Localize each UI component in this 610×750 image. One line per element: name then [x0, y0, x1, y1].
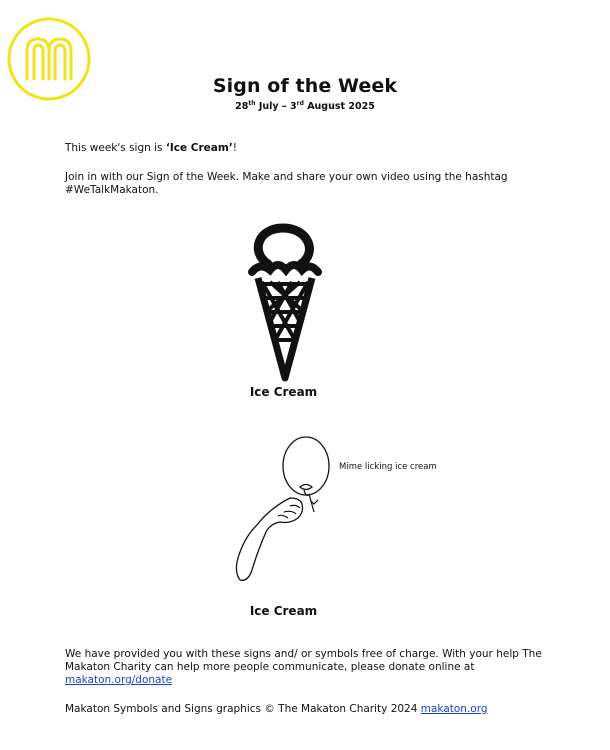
join-text: Join in with our Sign of the Week. Make and share your own video using the hashtag #WeTalkMakaton.	[65, 171, 508, 196]
ice-cream-sign-icon	[230, 432, 340, 587]
ice-cream-symbol-icon	[246, 222, 324, 384]
symbol-caption: Ice Cream	[249, 385, 318, 399]
sign-instruction: Mime licking ice cream	[339, 462, 437, 472]
date-range: 28th July – 3rd August 2025	[235, 100, 375, 113]
page-title: Sign of the Week	[212, 75, 398, 97]
copyright-line: Makaton Symbols and Signs graphics © The Makaton Charity 2024 makaton.org	[65, 703, 488, 715]
donate-link[interactable]: makaton.org/donate	[65, 674, 173, 686]
sign-intro: This week's sign is ‘Ice Cream’!	[65, 142, 237, 154]
donate-paragraph: We have provided you with these signs and/ or symbols free of charge. With your help The Makaton Charity can help more people communicate, please donate online at makaton.org/donate	[65, 648, 542, 686]
sign-name: ‘Ice Cream’	[165, 142, 233, 154]
sign-caption: Ice Cream	[249, 604, 318, 618]
makaton-site-link[interactable]: makaton.org	[420, 703, 488, 715]
